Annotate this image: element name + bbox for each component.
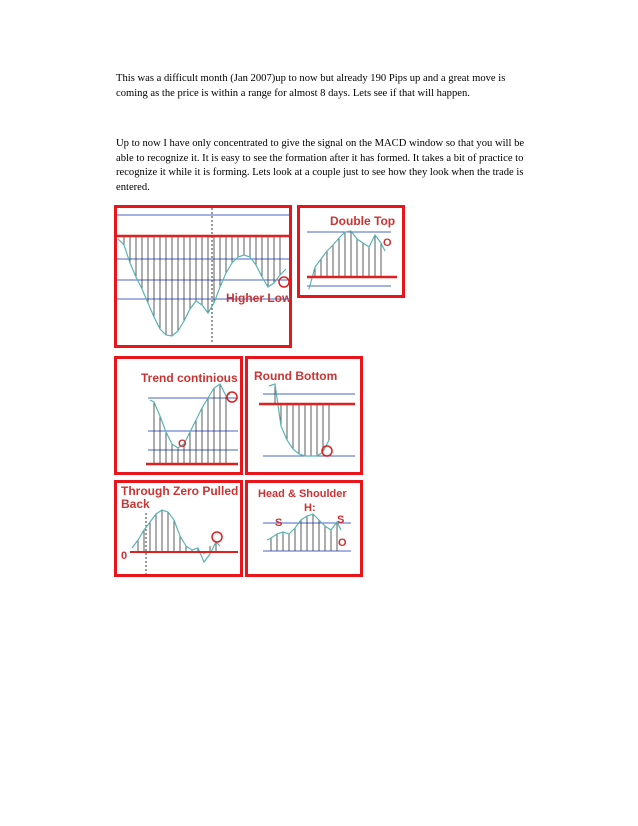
zero-label: 0 [121, 550, 128, 562]
panel-double-top [297, 205, 405, 298]
panel-through-zero [114, 480, 243, 577]
entry-marker: O [178, 438, 187, 450]
panel-trend-continuous [114, 356, 243, 475]
shoulder-right-label: S [337, 514, 345, 526]
panel-round-bottom [245, 356, 363, 475]
panel-label: Higher Low [226, 291, 292, 305]
panel-label-line1: Through Zero Pulled [121, 484, 239, 498]
panel-label: Head & Shoulder [258, 488, 347, 500]
paragraph-macd: Up to now I have only concentrated to give the signal on the MACD window so that you will be able to recognize it. It is easy to see the formation after it has formed. It takes a bit of practice to recognize it while it is forming. Lets look at a couple just to see how they look when the trade is entered. [116, 138, 525, 194]
panel-higher-low [114, 205, 292, 348]
panel-head-shoulder [245, 480, 363, 577]
head-label: H: [304, 502, 316, 514]
entry-marker: O [383, 237, 392, 249]
entry-marker: O [338, 537, 347, 549]
panel-label: Double Top [330, 214, 396, 228]
paragraph-intro: This was a difficult month (Jan 2007)up to now but already 190 Pips up and a great move is coming as the price is within a range for almost 8 days. Lets see if that will happen. [116, 73, 506, 99]
panel-label: Trend continious [141, 371, 238, 385]
panel-label: Round Bottom [254, 369, 338, 383]
shoulder-left-label: S [275, 517, 283, 529]
panel-label-line2: Back [121, 497, 150, 511]
